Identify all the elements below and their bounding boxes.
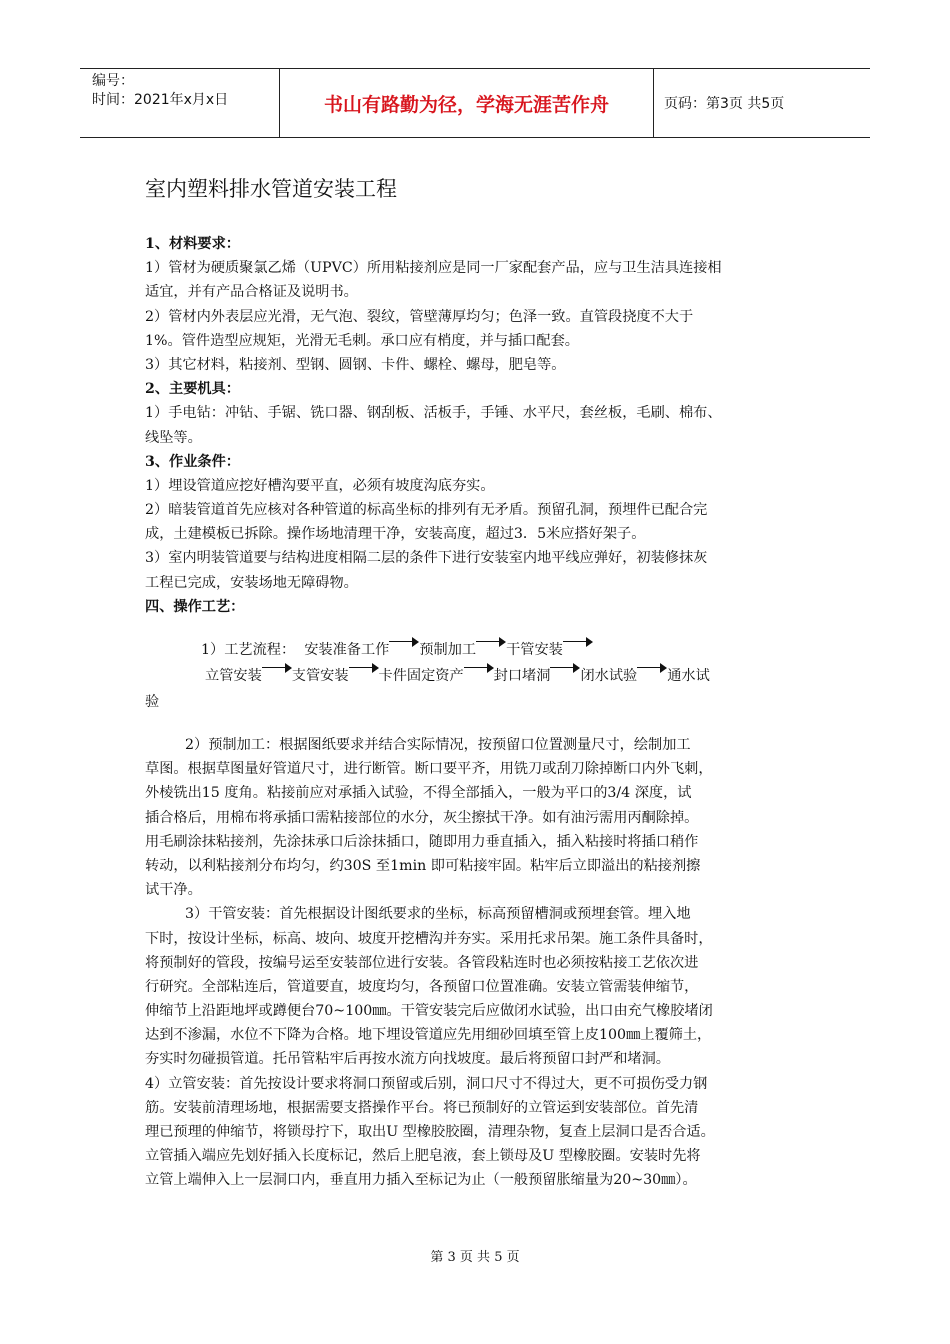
arrow-right-icon [349,663,379,673]
page-footer: 第 3 页 共 5 页 [430,1250,520,1265]
process-flow-row-2 [145,663,835,689]
flow-step: 闭水试验 [580,668,638,684]
arrow-right-icon [563,637,593,647]
flow-step: 支管安装 [291,668,349,684]
text-line: 试干净。 [145,882,202,899]
arrow-right-icon [550,663,580,673]
document-body [145,232,835,1193]
flow-step: 安装准备工作 [304,642,390,658]
section-heading: 3、作业条件： [145,453,240,470]
section-heading: 四、操作工艺： [145,598,245,615]
flow-step: 立管安装 [205,668,262,684]
text-line: 立管上端伸入上一层洞口内，垂直用力插入至标记为止（一般预留胀缩量为20~30㎜）。 [145,1172,697,1189]
text-line: 1）埋设管道应挖好槽沟要平直，必须有坡度沟底夯实。 [145,477,495,494]
text-line: 3）干管安装：首先根据设计图纸要求的坐标，标高预留槽洞或预埋套管。埋入地 [185,906,691,923]
text-line: 4）立管安装：首先按设计要求将洞口预留或后别，洞口尺寸不得过大，更不可损伤受力钢 [145,1075,708,1092]
flow-step: 通水试 [667,668,710,684]
text-line: 工程已完成，安装场地无障碍物。 [145,574,358,591]
header-page-info: 页码：第3页 共5页 [664,96,785,112]
text-line: 理已预理的伸缩节，将锁母拧下，取出U 型橡胶胶圈，清理杂物，复查上层洞口是否合适。 [145,1124,715,1140]
text-line: 转动，以利粘接剂分布均匀，约30S 至1min 即可粘接牢固。粘牢后立即溢出的粘接剂擦 [145,857,701,874]
text-line: 外棱铣出15 度角。粘接前应对承插入试验，不得全部插入，一般为平口的3/4 深度，试 [145,785,692,802]
process-flow-row-3 [145,689,835,715]
text-line: 夯实时勿碰损管道。托吊管粘牢后再按水流方向找坡度。最后将预留口封严和堵洞。 [145,1051,670,1068]
text-line: 草图。根据草图量好管道尺寸，进行断管。断口要平齐，用铣刀或刮刀除掉断口内外飞刺， [145,761,713,778]
text-line: 将预制好的管段，按编号运至安装部位进行安装。各管段粘连时也必须按粘接工艺依次进 [145,954,699,971]
document-date: 时间：2021年x月x日 [92,92,229,108]
flow-label: 1）工艺流程： [201,642,296,658]
header-motto: 书山有路勤为径，学海无涯苦作舟 [280,69,654,137]
text-line: 达到不渗漏，水位不下降为合格。地下埋设管道应先用细砂回填至管上皮100㎜上覆筛土， [145,1027,712,1044]
flow-step: 卡件固定资产 [378,668,464,684]
arrow-right-icon [637,663,667,673]
section-heading: 2、主要机具： [145,381,240,398]
text-line: 2）预制加工：根据图纸要求并结合实际情况，按预留口位置测量尺寸，绘制加工 [185,737,691,753]
text-line: 筋。安装前清理场地，根据需要支搭操作平台。将已预制好的立管运到安装部位。首先清 [145,1099,699,1116]
process-flow-row-1 [145,637,835,663]
text-line: 行研究。全部粘连后，管道要直，坡度均匀，各预留口位置准确。安装立管需装伸缩节， [145,978,699,995]
text-line: 线坠等。 [145,429,202,446]
text-line: 立管插入端应先划好插入长度标记，然后上肥皂液，套上锁母及U 型橡胶圈。安装时先将 [145,1148,701,1165]
flow-step: 干管安装 [506,642,563,658]
text-line: 1）管材为硬质聚氯乙烯（UPVC）所用粘接剂应是同一厂家配套产品，应与卫生洁具连接相 [145,260,722,277]
arrow-right-icon [476,637,506,647]
text-line: 2）暗装管道首先应核对各种管道的标高坐标的排列有无矛盾。预留孔洞，预埋件已配合完 [145,502,708,519]
arrow-right-icon [464,663,494,673]
arrow-right-icon [389,637,419,647]
text-line: 成，土建模板已拆除。操作场地清理干净，安装高度，超过3．5米应搭好架子。 [145,526,646,543]
header-table [80,68,870,138]
page-title: 室内塑料排水管道安装工程 [145,177,397,201]
section-heading: 1、材料要求： [145,236,240,252]
text-line: 1%。管件造型应规矩，光滑无毛刺。承口应有梢度，并与插口配套。 [145,332,579,349]
arrow-right-icon [262,663,292,673]
document-number-label: 编号： [92,73,134,89]
text-line: 1）手电钻：冲钻、手锯、铣口器、钢刮板、活板手，手锤、水平尺，套丝板，毛刷、棉布、 [145,405,722,422]
text-line: 下时，按设计坐标，标高、坡向、坡度开挖槽沟并夯实。采用托求吊架。施工条件具备时， [145,930,713,947]
text-line: 2）管材内外表层应光滑，无气泡、裂纹，管壁薄厚均匀；色泽一致。直管段挠度不大于 [145,308,694,325]
flow-step: 预制加工 [419,642,477,658]
text-line: 用毛刷涂抹粘接剂，先涂抹承口后涂抹插口，随即用力垂直插入，插入粘接时将插口稍作 [145,833,699,850]
text-line: 3）室内明装管道要与结构进度相隔二层的条件下进行安装室内地平线应弹好，初装修抹灰 [145,550,708,567]
text-line: 3）其它材料，粘接剂、型钢、圆钢、卡件、螺栓、螺母，肥皂等。 [145,356,566,373]
header-meta [80,69,280,137]
text-line: 插合格后，用棉布将承插口需粘接部位的水分，灰尘擦拭干净。如有油污需用丙酮除掉。 [145,809,699,826]
flow-step-continuation: 验 [145,694,160,710]
flow-step: 封口堵洞 [493,668,551,684]
text-line: 适宜，并有产品合格证及说明书。 [145,284,358,301]
text-line: 伸缩节上沿距地坪或蹲便台70~100㎜。干管安装完后应做闭水试验，出口由充气橡胶堵闭 [145,1003,713,1020]
